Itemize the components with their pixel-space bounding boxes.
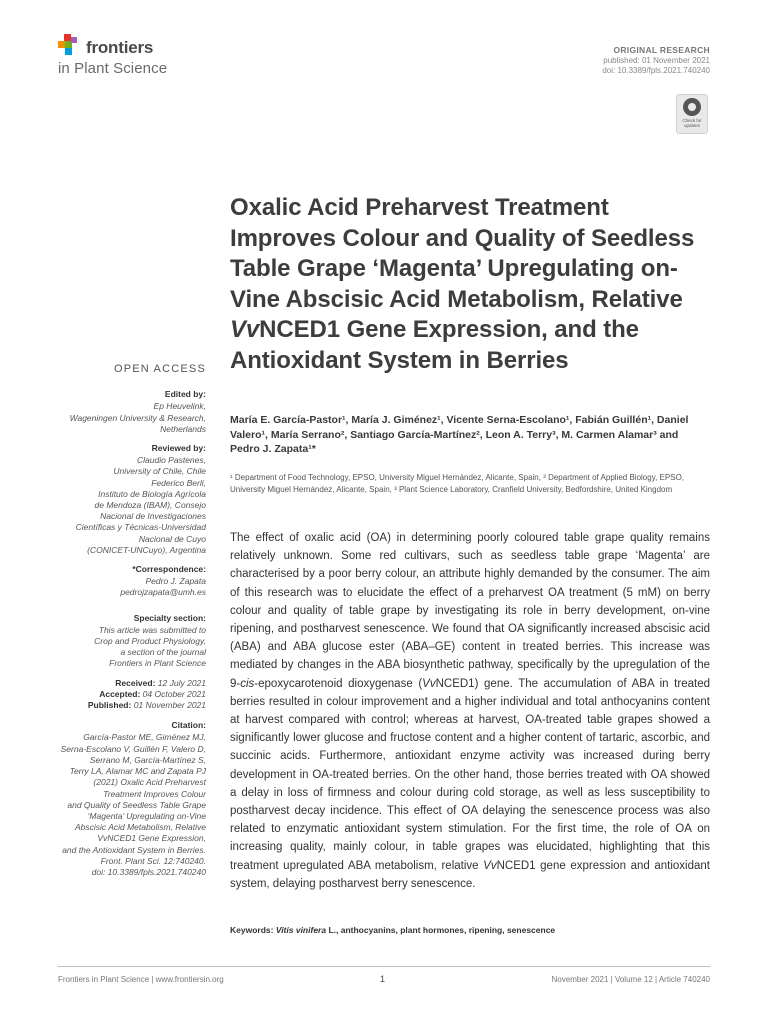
published-label: Published: bbox=[87, 700, 132, 711]
sidebar-line: Nacional de Cuyo bbox=[138, 533, 206, 544]
accepted-date bbox=[16, 689, 206, 700]
author-list: María E. García-Pastor¹, María J. Giménez¹, Vicente Serna-Escolano¹, Fabián Guillén¹, Daniel Valero¹, María Serrano², Santiago García-Martínez², Leon A. Terry³, M. Carmen Alamar³ and Pedro J. Zapata¹* bbox=[230, 414, 689, 455]
sidebar-line: Netherlands bbox=[160, 423, 206, 434]
keywords bbox=[230, 925, 708, 935]
history-dates bbox=[16, 678, 206, 712]
published-date: published: 01 November 2021 bbox=[603, 56, 710, 65]
sidebar-line: and Quality of Seedless Table Grape bbox=[67, 799, 206, 810]
updates-icon bbox=[683, 98, 701, 116]
article-info-sidebar bbox=[16, 364, 206, 878]
sidebar-line: Claudio Pastenes, bbox=[137, 455, 206, 466]
sidebar-line: pedrojzapata@umh.es bbox=[120, 587, 206, 598]
sidebar-line: Crop and Product Physiology, bbox=[94, 636, 206, 647]
accepted-label: Accepted: bbox=[99, 688, 141, 699]
correspondence-heading: *Correspondence: bbox=[132, 564, 206, 575]
sidebar-line: Nacional de Investigaciones bbox=[100, 511, 206, 522]
specialty-section bbox=[16, 625, 206, 670]
open-access-label: OPEN ACCESS bbox=[113, 363, 206, 375]
received-date bbox=[16, 678, 206, 689]
sidebar-line: a section of the journal bbox=[120, 647, 206, 658]
sidebar-line: Front. Plant Sci. 12:740240. bbox=[100, 855, 206, 866]
keywords-rest: L., anthocyanins, plant hormones, ripening, senescence bbox=[326, 925, 556, 935]
sidebar-line: and the Antioxidant System in Berries. bbox=[62, 844, 206, 855]
edited-by-heading: Edited by: bbox=[164, 389, 206, 400]
specialty-heading: Specialty section: bbox=[133, 612, 206, 623]
article-title bbox=[230, 193, 710, 376]
title-part: Oxalic Acid Preharvest Treatment Improves Colour and Quality of Seedless Table Grape ‘Magenta’ Upregulating on-Vine Abscisic Acid Metabolism, Relative bbox=[230, 194, 695, 313]
edited-by bbox=[16, 401, 206, 435]
received-label: Received: bbox=[115, 677, 156, 688]
page-number: 1 bbox=[380, 974, 386, 984]
sidebar-line: VvNCED1 Gene Expression, bbox=[97, 833, 206, 844]
updates-caption: Check for updates bbox=[682, 118, 702, 128]
footer-divider bbox=[58, 966, 710, 967]
frontiers-logo-icon bbox=[58, 34, 82, 60]
footer-journal-link[interactable]: Frontiers in Plant Science | www.frontiersin.org bbox=[58, 975, 224, 984]
check-for-updates-badge[interactable] bbox=[676, 94, 708, 134]
title-italic: Vv bbox=[230, 316, 260, 343]
sidebar-line: Wageningen University & Research, bbox=[69, 412, 206, 423]
abstract-run: The effect of oxalic acid (OA) in determining poorly coloured table grape quality remains relatively unknown. Some red cultivars, such as seedless table grape ‘Magenta’ are characterised by a poor berry colour, an attribute highly demanded by the consumer. The aim of this research was to elucidate the effect of a preharvest OA treatment (5 mM) on berry colour and quality of table grape by investigating its role in berry development, on-vine ripening, and postharvest senescence. We found that OA significantly increased abscisic acid (ABA) and ABA glucose ester (ABA–GE) content in treated berries. This increase was mediated by changes in the ABA biosynthetic pathway, specifically by the upregulation of the 9- bbox=[230, 532, 710, 690]
journal-name: in Plant Science bbox=[58, 60, 168, 77]
citation bbox=[16, 732, 206, 878]
sidebar-line: Pedro J. Zapata bbox=[145, 576, 206, 587]
abstract-run: NCED1 gene expression and antioxidant system, delaying postharvest berry senescence. bbox=[230, 859, 710, 890]
abstract-run: NCED1) gene. The accumulation of ABA in treated berries resulted in colour improvement and a higher individual and total anthocyanins content at harvest compared with control; whereas at harvest, OA-treated table grapes showed a significantly lower glucose and fructose content and a higher content of tartaric, ascorbic, and succinic acids. Furthermore, antioxidant enzyme activity was increased during berry development in OA-treated berries. On the other hand, those berries treated with OA showed a delay in loss of firmness and colour during cold storage, as well as less susceptibility to postharvest decay incidence. This effect of OA delaying the senescence process was also related to enzymatic antioxidant system stimulation. For the first time, the role of OA on increasing quality, mainly colour, in table grapes was elucidated, highlighting that this treatment upregulated ABA metabolism, relative bbox=[230, 677, 710, 872]
reviewed-by-heading: Reviewed by: bbox=[151, 443, 206, 454]
sidebar-line: de Mendoza (IBAM), Consejo bbox=[94, 500, 206, 511]
correspondence[interactable] bbox=[16, 576, 206, 598]
journal-brand: frontiers bbox=[86, 38, 154, 57]
sidebar-line: Treatment Improves Colour bbox=[103, 788, 206, 799]
sidebar-line: University of Chile, Chile bbox=[113, 466, 206, 477]
sidebar-line: Frontiers in Plant Science bbox=[109, 658, 206, 669]
sidebar-line: Instituto de Biología Agrícola bbox=[98, 488, 206, 499]
sidebar-line: García-Pastor ME, Giménez MJ, bbox=[83, 732, 206, 743]
citation-heading: Citation: bbox=[171, 720, 206, 731]
published-date-sidebar bbox=[16, 700, 206, 711]
abstract-run: cis bbox=[240, 677, 255, 690]
keywords-label: Keywords: bbox=[230, 925, 274, 935]
title-part: NCED1 Gene Expression, and the Antioxidant System in Berries bbox=[230, 316, 639, 374]
published-value: 01 November 2021 bbox=[133, 700, 206, 711]
article-type: ORIGINAL RESEARCH bbox=[613, 45, 710, 55]
sidebar-line: Serna-Escolano V, Guillén F, Valero D, bbox=[60, 743, 206, 754]
sidebar-line: (2021) Oxalic Acid Preharvest bbox=[93, 777, 206, 788]
accepted-value: 04 October 2021 bbox=[142, 688, 206, 699]
sidebar-line: Federico Berli, bbox=[151, 477, 206, 488]
sidebar-line: doi: 10.3389/fpls.2021.740240 bbox=[91, 866, 206, 877]
sidebar-line: Científicas y Técnicas-Universidad bbox=[75, 522, 206, 533]
footer-issue-info: November 2021 | Volume 12 | Article 740240 bbox=[551, 975, 710, 984]
received-value: 12 July 2021 bbox=[157, 677, 206, 688]
sidebar-line: Ep Heuvelink, bbox=[153, 401, 206, 412]
sidebar-line: (CONICET-UNCuyo), Argentina bbox=[87, 544, 206, 555]
abstract-run: Vv bbox=[483, 859, 497, 872]
header-doi[interactable]: doi: 10.3389/fpls.2021.740240 bbox=[602, 66, 710, 75]
abstract-run: Vv bbox=[422, 677, 436, 690]
sidebar-line: Terry LA, Alamar MC and Zapata PJ bbox=[69, 766, 206, 777]
sidebar-line: Serrano M, García-Martínez S, bbox=[89, 754, 206, 765]
sidebar-line: ‘Magenta’ Upregulating on-Vine bbox=[87, 810, 206, 821]
sidebar-line: This article was submitted to bbox=[98, 624, 206, 635]
reviewed-by bbox=[16, 455, 206, 556]
keywords-italic: Vitis vinifera bbox=[275, 925, 327, 935]
abstract-run: -epoxycarotenoid dioxygenase ( bbox=[254, 677, 423, 690]
affiliations: ¹ Department of Food Technology, EPSO, University Miguel Hernández, Alicante, Spain, ² Department of Applied Biology, EPSO, University Miguel Hernández, Alicante, Spain, ³ Plant Science Laboratory, Cranfield University, Bedfordshire, United Kingdom bbox=[230, 473, 685, 494]
abstract bbox=[230, 529, 710, 893]
sidebar-line: Abscisic Acid Metabolism, Relative bbox=[74, 822, 206, 833]
